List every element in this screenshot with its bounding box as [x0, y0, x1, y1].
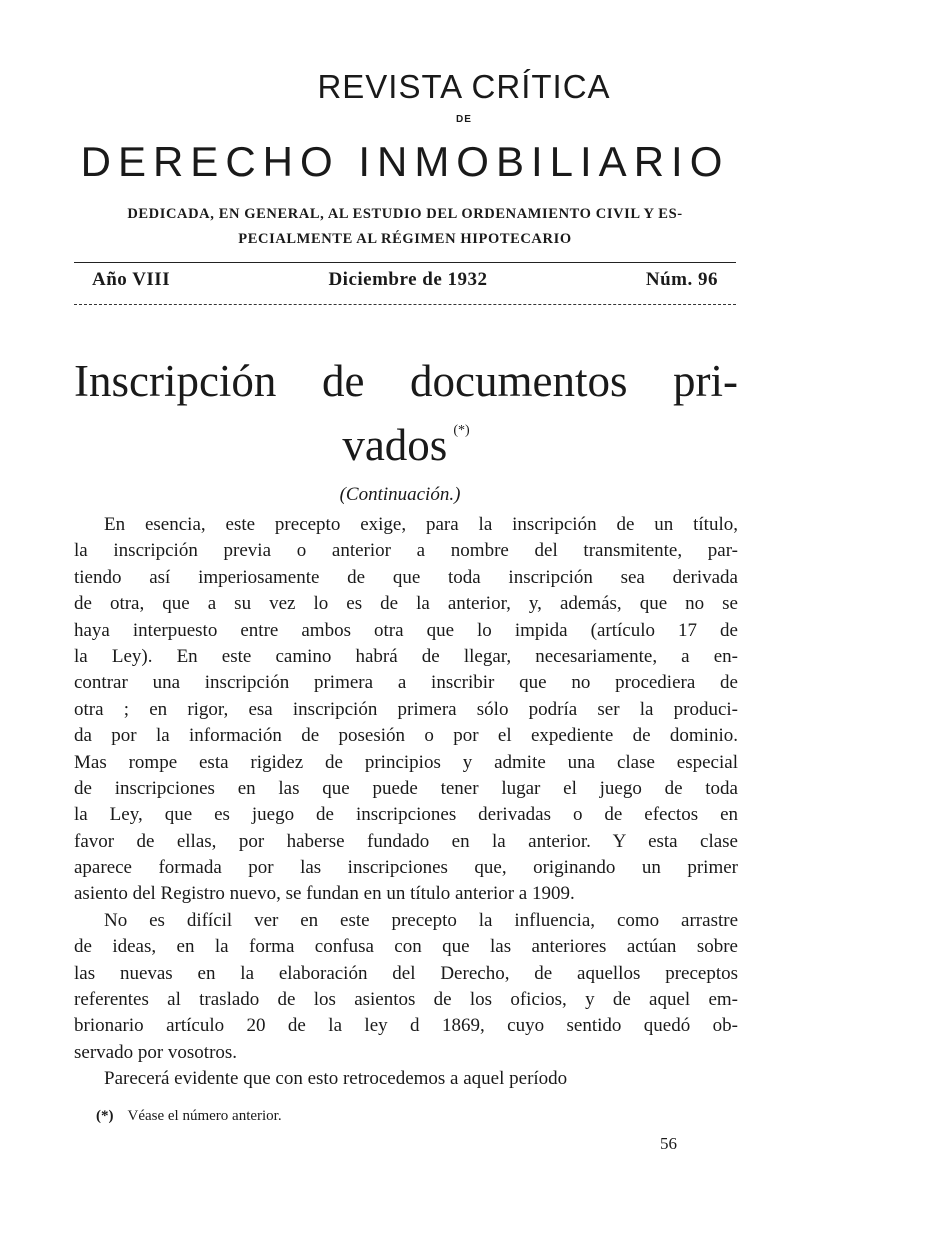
issue-number: Núm. 96: [645, 269, 718, 290]
body-line: la inscripción previa o anterior a nombre del transmitente, par-: [74, 540, 738, 562]
article-body: [74, 512, 738, 1093]
journal-title: REVISTA CRÍTICA: [317, 68, 611, 105]
body-line: referentes al traslado de los asientos de los oficios, y de aquel em-: [74, 989, 738, 1011]
journal-de: DE: [456, 114, 472, 125]
body-line: brionario artículo 20 de la ley d 1869, cuyo sentido quedó ob-: [74, 1015, 738, 1037]
continuation-label: (Continuación.): [339, 484, 461, 505]
body-line: da por la información de posesión o por el expediente de dominio.: [74, 725, 738, 747]
body-line: En esencia, este precepto exige, para la inscripción de un título,: [104, 514, 738, 535]
body-line: asiento del Registro nuevo, se fundan en un título anterior a 1909.: [74, 883, 575, 905]
issue-year: Año VIII: [92, 269, 171, 290]
body-line: haya interpuesto entre ambos otra que lo impida (artículo 17 de: [74, 619, 738, 641]
footnote: [96, 1108, 282, 1125]
footnote-text: Véase el número anterior.: [127, 1108, 282, 1124]
body-line: la Ley). En este camino habrá de llegar, necesariamente, a en-: [74, 645, 738, 667]
body-line: las nuevas en la elaboración del Derecho, de aquellos preceptos: [74, 962, 738, 984]
body-line: aparece formada por las inscripciones que, originando un primer: [74, 857, 738, 879]
body-line: de otra, que a su vez lo es de la anterior, y, además, que no se: [74, 593, 738, 615]
article-title-line-2: [74, 406, 738, 470]
description-line-1: DEDICADA, EN GENERAL, AL ESTUDIO DEL ORDENAMIENTO CIVIL Y ES-: [127, 206, 683, 222]
body-line: Mas rompe esta rigidez de principios y admite una clase especial: [74, 751, 738, 773]
body-line: de ideas, en la forma confusa con que las anteriores actúan sobre: [74, 936, 738, 958]
issue-info: [92, 269, 718, 291]
article-title-line-1: Inscripción de documentos pri-: [74, 356, 738, 406]
bottom-rule: [74, 304, 736, 305]
body-line: contrar una inscripción primera a inscribir que no procediera de: [74, 672, 738, 694]
body-line: otra ; en rigor, esa inscripción primera sólo podría ser la produci-: [74, 698, 738, 720]
top-rule: [74, 262, 736, 263]
body-line: favor de ellas, por haberse fundado en la anterior. Y esta clase: [74, 830, 738, 852]
footnote-mark: (*): [96, 1108, 114, 1124]
description-line-2: PECIALMENTE AL RÉGIMEN HIPOTECARIO: [238, 231, 572, 247]
footnote-reference[interactable]: (*): [453, 423, 470, 438]
body-line: Parecerá evidente que con esto retrocedemos a aquel período: [104, 1068, 568, 1090]
issue-date: Diciembre de 1932: [328, 269, 488, 290]
journal-name: DERECHO INMOBILIARIO: [80, 138, 730, 185]
body-line: de inscripciones en las que puede tener lugar el juego de toda: [74, 777, 738, 799]
article-title-word: vados: [342, 420, 448, 470]
body-line: No es difícil ver en este precepto la influencia, como arrastre: [104, 909, 738, 931]
page-number: 56: [660, 1134, 677, 1153]
body-line: la Ley, que es juego de inscripciones derivadas o de efectos en: [74, 804, 738, 826]
article-title: [74, 356, 738, 470]
body-line: servado por vosotros.: [74, 1041, 238, 1063]
journal-description: [74, 202, 736, 252]
body-line: tiendo así imperiosamente de que toda inscripción sea derivada: [74, 566, 738, 588]
